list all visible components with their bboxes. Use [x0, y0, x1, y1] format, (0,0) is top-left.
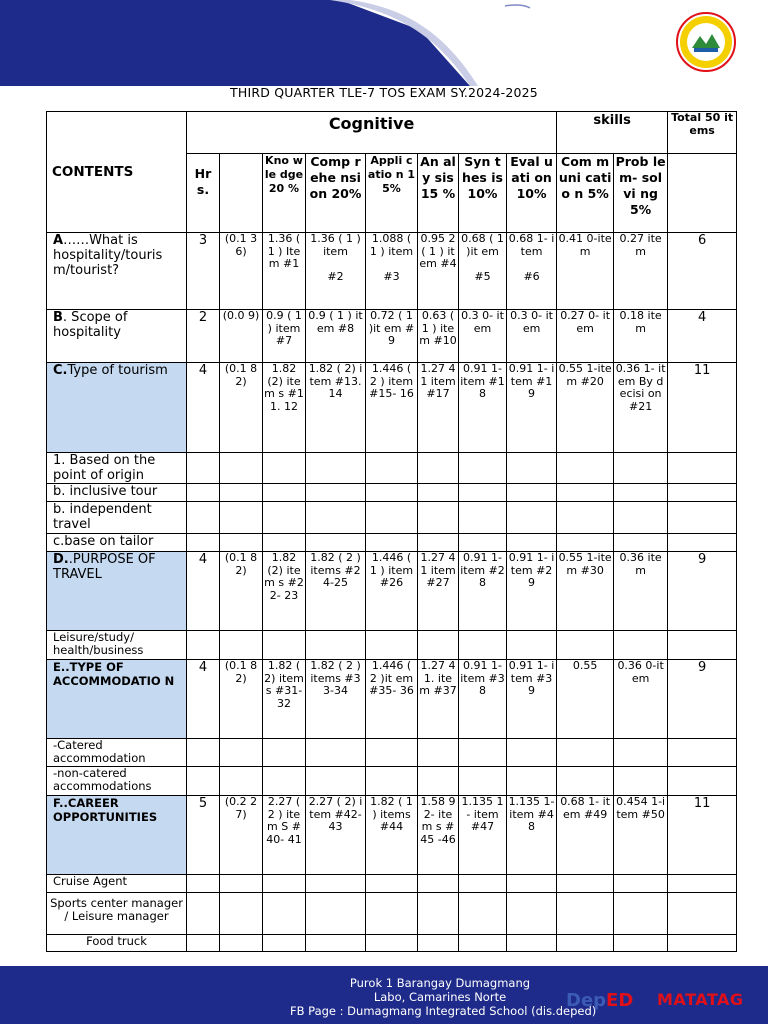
application-cell: 1.446 ( 1 ) item #26: [366, 552, 418, 631]
subtopic-label: -non-catered accommodations: [47, 767, 187, 796]
communication-cell: 0.55: [557, 660, 614, 739]
footer-fb-page: FB Page : Dumagmang Integrated School (dis.deped): [290, 1004, 597, 1018]
table-row: [47, 363, 737, 453]
evaluation-cell: 0.91 1- item #39: [507, 660, 557, 739]
header-banner: [0, 0, 768, 86]
evaluation-cell: 0.68 1- item #6: [507, 233, 557, 310]
subtopic-row: [47, 534, 737, 552]
table-row: [47, 233, 737, 310]
communication-cell: 0.55 1-item #20: [557, 363, 614, 453]
communication-header: Com muni catio n 5%: [557, 154, 614, 233]
analysis-cell: 0.95 2 ( 1 ) item #4: [418, 233, 459, 310]
weight-header: [220, 154, 263, 233]
evaluation-cell: 1.135 1- item #48: [507, 796, 557, 875]
knowledge-cell: 1.36 ( 1 ) Item #1: [263, 233, 306, 310]
knowledge-cell: 0.9 ( 1 ) item #7: [263, 310, 306, 363]
analysis-cell: 1.58 9 2- item s #45 -46: [418, 796, 459, 875]
problem-solving-cell: 0.454 1-item #50: [614, 796, 668, 875]
knowledge-cell: 1.82 (2) item s #11. 12: [263, 363, 306, 453]
problem-solving-header: Prob lem- solvi ng 5%: [614, 154, 668, 233]
application-cell: 1.446 ( 2 )it em #35- 36: [366, 660, 418, 739]
footer-line: Purok 1 Barangay Dumagmang: [349, 976, 531, 990]
footer-address: [290, 976, 597, 1018]
document-title: THIRD QUARTER TLE-7 TOS EXAM SY.2024-2025: [230, 85, 538, 100]
weight-cell: (0.1 82): [220, 660, 263, 739]
weight-cell: (0.0 9): [220, 310, 263, 363]
tos-table: [46, 111, 737, 952]
problem-solving-cell: 0.36 item: [614, 552, 668, 631]
synthesis-header: Syn thes is 10%: [459, 154, 507, 233]
content-topic: C.Type of tourism: [47, 363, 187, 453]
total-cell: 11: [668, 363, 737, 453]
total-cell: 9: [668, 660, 737, 739]
application-cell: 1.82 ( 1 ) items #44: [366, 796, 418, 875]
problem-solving-cell: 0.27 item: [614, 233, 668, 310]
evaluation-header: Eval uati on 10%: [507, 154, 557, 233]
subtopic-row: [47, 739, 737, 767]
analysis-cell: 0.63 ( 1 ) item #10: [418, 310, 459, 363]
weight-cell: (0.1 36): [220, 233, 263, 310]
hours-cell: 3: [187, 233, 220, 310]
hours-cell: 5: [187, 796, 220, 875]
knowledge-cell: 2.27 ( 2 ) item S #40- 41: [263, 796, 306, 875]
comprehension-cell: 2.27 ( 2) item #42-43: [306, 796, 366, 875]
hours-cell: 2: [187, 310, 220, 363]
content-topic: F..CAREER OPPORTUNITIES: [47, 796, 187, 875]
analysis-cell: 1.27 4 1 item #27: [418, 552, 459, 631]
communication-cell: 0.68 1- item #49: [557, 796, 614, 875]
analysis-cell: 1.27 4 1 item #17: [418, 363, 459, 453]
content-topic: B. Scope of hospitality: [47, 310, 187, 363]
comprehension-cell: 1.82 ( 2 ) items #24-25: [306, 552, 366, 631]
total-cell: 6: [668, 233, 737, 310]
subtopic-row: [47, 502, 737, 534]
problem-solving-cell: 0.36 1- item By decisi on #21: [614, 363, 668, 453]
total-cell: 11: [668, 796, 737, 875]
application-header: Appli catio n 15%: [366, 154, 418, 233]
weight-cell: (0.1 82): [220, 552, 263, 631]
subtopic-row: [47, 875, 737, 893]
subtopic-label: c.base on tailor: [47, 534, 187, 552]
total-items-header: Total 50 items: [668, 112, 737, 154]
synthesis-cell: 0.91 1- item #18: [459, 363, 507, 453]
hours-cell: 4: [187, 363, 220, 453]
problem-solving-cell: 0.36 0-item: [614, 660, 668, 739]
synthesis-cell: 0.3 0- item: [459, 310, 507, 363]
evaluation-cell: 0.91 1- item #29: [507, 552, 557, 631]
comprehension-cell: 1.36 ( 1 ) item #2: [306, 233, 366, 310]
content-topic: E..TYPE OF ACCOMMODATIO N: [47, 660, 187, 739]
knowledge-cell: 1.82 ( 2) item s #31- 32: [263, 660, 306, 739]
school-seal-icon: [678, 14, 734, 70]
subtopic-label: Food truck: [47, 935, 187, 952]
subtopic-row: [47, 893, 737, 935]
deped-logo: DepED: [566, 990, 634, 1011]
synthesis-cell: 1.135 1- item #47: [459, 796, 507, 875]
synthesis-cell: 0.68 ( 1 )it em #5: [459, 233, 507, 310]
comprehension-cell: 1.82 ( 2) item #13.14: [306, 363, 366, 453]
school-seal-logo: [676, 12, 736, 72]
evaluation-cell: 0.91 1- item #19: [507, 363, 557, 453]
communication-cell: 0.55 1-item #30: [557, 552, 614, 631]
total-cell: 4: [668, 310, 737, 363]
table-row: [47, 796, 737, 875]
subtopic-row: [47, 767, 737, 796]
analysis-header: An aly sis 15 %: [418, 154, 459, 233]
skills-header: skills: [557, 112, 668, 154]
knowledge-cell: 1.82 (2) item s #22- 23: [263, 552, 306, 631]
problem-solving-cell: 0.18 item: [614, 310, 668, 363]
hours-header: Hr s.: [187, 154, 220, 233]
comprehension-cell: 0.9 ( 1 ) item #8: [306, 310, 366, 363]
subtopic-row: [47, 935, 737, 952]
application-cell: 1.446 ( 2 ) item #15- 16: [366, 363, 418, 453]
matatag-logo: MATATAG: [657, 990, 744, 1009]
synthesis-cell: 0.91 1- item #28: [459, 552, 507, 631]
weight-cell: (0.1 82): [220, 363, 263, 453]
evaluation-cell: 0.3 0- item: [507, 310, 557, 363]
total-column-header: [668, 154, 737, 233]
hours-cell: 4: [187, 552, 220, 631]
synthesis-cell: 0.91 1- item #38: [459, 660, 507, 739]
table-row: [47, 310, 737, 363]
table-row: [47, 660, 737, 739]
content-topic: A……What is hospitality/touris m/tourist?: [47, 233, 187, 310]
communication-cell: 0.27 0- item: [557, 310, 614, 363]
subtopic-label: 1. Based on the point of origin: [47, 453, 187, 484]
subtopic-row: [47, 631, 737, 660]
subtopic-row: [47, 484, 737, 502]
subtopic-label: b. inclusive tour: [47, 484, 187, 502]
analysis-cell: 1.27 4 1. item #37: [418, 660, 459, 739]
contents-header: CONTENTS: [47, 112, 187, 233]
subtopic-label: b. independent travel: [47, 502, 187, 534]
application-cell: 0.72 ( 1 )it em #9: [366, 310, 418, 363]
total-cell: 9: [668, 552, 737, 631]
cognitive-header: Cognitive: [187, 112, 557, 154]
knowledge-header: Kno wle dge 20 %: [263, 154, 306, 233]
comprehension-header: Comp rehe nsion 20%: [306, 154, 366, 233]
hours-cell: 4: [187, 660, 220, 739]
content-topic: D..PURPOSE OF TRAVEL: [47, 552, 187, 631]
subtopic-label: -Catered accommodation: [47, 739, 187, 767]
subtopic-label: Cruise Agent: [47, 875, 187, 893]
footer-line: Labo, Camarines Norte: [373, 990, 507, 1004]
communication-cell: 0.41 0-item: [557, 233, 614, 310]
application-cell: 1.088 ( 1 ) item #3: [366, 233, 418, 310]
comprehension-cell: 1.82 ( 2 ) items #33-34: [306, 660, 366, 739]
subtopic-label: Leisure/study/ health/business: [47, 631, 187, 660]
weight-cell: (0.2 27): [220, 796, 263, 875]
subtopic-label: Sports center manager / Leisure manager: [47, 893, 187, 935]
table-row: [47, 552, 737, 631]
subtopic-row: [47, 453, 737, 484]
